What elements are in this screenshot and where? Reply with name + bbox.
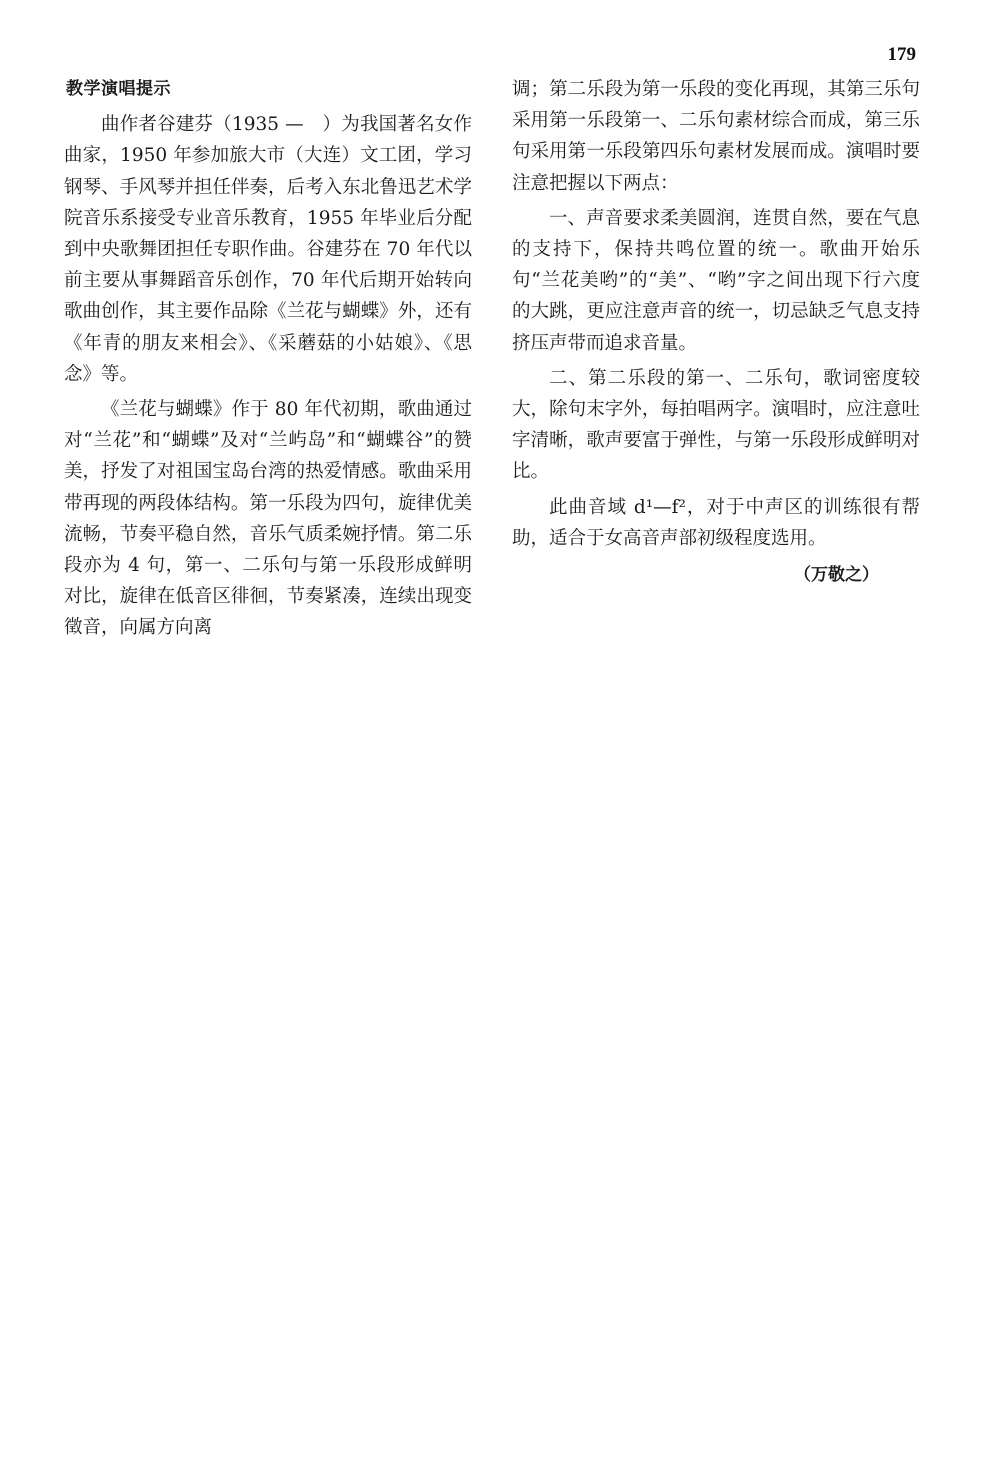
paragraph-vocal-range: 此曲音域 d¹—f²，对于中声区的训练很有帮助，适合于女高音声部初级程度选用。 bbox=[512, 496, 920, 549]
paragraph-song-analysis: 《兰花与蝴蝶》作于 80 年代初期，歌曲通过对“兰花”和“蝴蝶”及对“兰屿岛”和“蝴蝶谷”的赞美，抒发了对祖国宝岛台湾的热爱情感。歌曲采用带再现的两段体结构。第一乐段为四句，旋律优美流畅，节奏平稳自然，音乐气质柔婉抒情。第二乐段亦为 4 句，第一、二乐句与第一乐段形成鲜明对比，旋律在低音区徘徊，节奏紧凑，连续出现变徵音，向属方向离 bbox=[64, 399, 472, 639]
paragraph-point-one: 一、声音要求柔美圆润，连贯自然，要在气息的支持下，保持共鸣位置的统一。歌曲开始乐句“兰花美哟”的“美”、“哟”字之间出现下行六度的大跳，更应注意声音的统一，切忌缺乏气息支持挤压声带而追求音量。 bbox=[512, 207, 920, 354]
author-signature: （万敬之） bbox=[794, 565, 879, 585]
left-column bbox=[64, 74, 472, 648]
right-column bbox=[512, 74, 920, 558]
page-number: 179 bbox=[887, 44, 916, 65]
paragraph-song-analysis-continued: 调；第二乐段为第一乐段的变化再现，其第三乐句采用第一乐段第一、二乐句素材综合而成，第三乐句采用第一乐段第四乐句素材发展而成。演唱时要注意把握以下两点： bbox=[512, 79, 920, 194]
paragraph-point-two: 二、第二乐段的第一、二乐句，歌词密度较大，除句末字外，每拍唱两字。演唱时，应注意吐字清晰，歌声要富于弹性，与第一乐段形成鲜明对比。 bbox=[512, 367, 920, 483]
section-title: 教学演唱提示 bbox=[66, 79, 171, 99]
paragraph-composer-bio: 曲作者谷建芬（1935 — ）为我国著名女作曲家，1950 年参加旅大市（大连）文工团，学习钢琴、手风琴并担任伴奏，后考入东北鲁迅艺术学院音乐系接受专业音乐教育，1955 年毕业后分配到中央歌舞团担任专职作曲。谷建芬在 70 年代以前主要从事舞蹈音乐创作，70 年代后期开始转向歌曲创作，其主要作品除《兰花与蝴蝶》外，还有《年青的朋友来相会》、《采蘑菇的小姑娘》、《思念》等。 bbox=[64, 114, 472, 385]
